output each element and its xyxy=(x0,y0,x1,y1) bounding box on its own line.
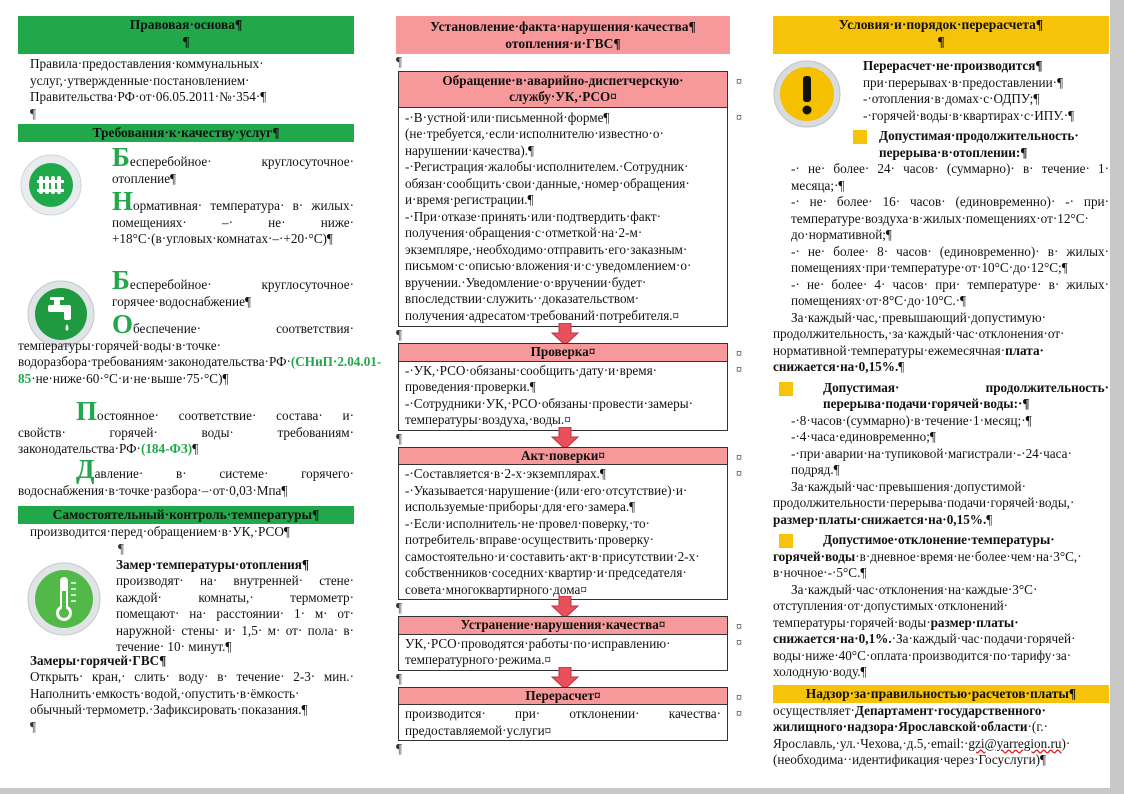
list-item: -· не· более· 4· часов· при· температуре· в· жилых· помещениях·от·8°С·до·10°С.·¶ xyxy=(791,276,1109,308)
paragraph-mark: ¶ xyxy=(396,327,402,342)
requirement-heating-block xyxy=(18,142,354,269)
paragraph-mark: ¶ xyxy=(937,34,945,49)
radiator-icon xyxy=(20,154,82,216)
thermometer-icon xyxy=(26,561,102,637)
cell-mark: ¤ xyxy=(736,619,742,633)
legal-basis-header xyxy=(18,16,354,54)
step-appeal-body xyxy=(398,108,728,328)
arrow-down-icon xyxy=(551,427,579,449)
list-item: -·горячей·воды·в·квартирах·с·ИПУ.·¶ xyxy=(863,107,1075,123)
cell-mark: ¤ xyxy=(736,689,742,704)
cell-mark: ¤ xyxy=(736,362,742,376)
recalc-conditions-header xyxy=(773,16,1109,54)
step-fix-body: УК,·РСО·проводятся·работы·по·исправлению· температурного·режима.¤ xyxy=(398,635,728,671)
bullet-square xyxy=(779,534,793,548)
arrow-row xyxy=(396,600,736,616)
requirement-pressure: Давление· в· системе· горячего· водоснабжения·в·точке·разбора·–·от·0,03·Мпа¶ xyxy=(18,454,354,498)
step-check-title: Проверка¤ xyxy=(398,343,728,362)
paragraph-mark: ¶ xyxy=(30,718,36,734)
cell-mark: ¤ xyxy=(736,449,742,464)
email-link[interactable]: gzi@yarregion.ru xyxy=(968,735,1062,751)
step-check-body xyxy=(398,362,728,431)
legal-basis-text: Правила·предоставления·коммунальных· услуг,·утвержденные·постановлением· Правительства·РФ·от·06.05.2011·№·354·¶ xyxy=(30,56,267,104)
bullet-square xyxy=(853,130,867,144)
deviation-fine-text: За·каждый·час·отклонения·на·каждые·3°С· отступления·от·допустимых·отклонений· температуры·горячей·воды·размер·платы· снижается·на·0,1%.·За·каждый·час·подачи·горячей· воды·ниже·40°С·оплата·производится·по·тарифу·за· холодную·воду.¶ xyxy=(773,581,1076,679)
arrow-down-icon xyxy=(551,667,579,689)
cell-mark: ¤ xyxy=(736,109,742,124)
list-item: -·При·отказе·принять·или·подтвердить·факт· получения·обращения·с·отметкой·на·2-м· экземпляре,·необходимо·отправить·его·заказным· письмом·с·описью·вложения·и·с·уведомлением·о· вручении.·Уведомление·о·вручении·будет· впоследствии·служить··доказательством· получения·адресатом·требований·потребителя.¤ xyxy=(405,208,692,323)
list-item: при·перерывах·в·предоставлении·¶ xyxy=(863,74,1064,90)
legal-basis-title: Правовая·основа¶ xyxy=(129,17,243,32)
self-control-intro: производится·перед·обращением·в·УК,·РСО¶ xyxy=(30,524,290,539)
list-item: -·4·часа·единовременно;¶ xyxy=(791,429,936,444)
step-check xyxy=(398,343,742,431)
list-item: -·Если·исполнитель·не·провел·поверку,·то· потребитель·вправе·осуществить·проверку· самостоятельно·и·составить·акт·в·присутствии·2-х· собственников·соседних·квартир·и·председателя· совета·многоквартирного·дома¤ xyxy=(405,515,700,597)
arrow-down-icon xyxy=(551,596,579,618)
cell-mark: ¤ xyxy=(736,73,742,88)
requirement-hotwater-block xyxy=(18,265,382,404)
paragraph-mark: ¶ xyxy=(396,430,402,446)
no-recalc-block xyxy=(773,58,1109,128)
paragraph-mark: ¶ xyxy=(30,106,36,121)
step-act-title: Акт·поверки¤ xyxy=(398,447,728,466)
violation-header: Установление·факта·нарушения·качества¶ отопления·и·ГВС¶ xyxy=(396,16,730,54)
list-item: -·Составляется·в·2-х·экземплярах.¶ xyxy=(405,466,606,481)
deviation-text: Допустимое·отклонение·температуры· горячей·воды·в·дневное·время·не·более·чем·на·3°С,· в·ночное·-·5°С.¶ xyxy=(773,532,1082,580)
cell-mark: ¤ xyxy=(736,346,742,360)
step-fix xyxy=(398,616,742,671)
gvs-break-list xyxy=(773,413,1109,479)
step-appeal-title: Обращение·в·аварийно-диспетчерскую· службу·УК,·РСО¤ xyxy=(398,71,728,108)
paragraph-mark: ¶ xyxy=(396,600,402,615)
list-item: -·УК,·РСО·обязаны·сообщить·дату·и·время· проведения·проверки.¶ xyxy=(405,362,658,394)
heat-fine-text: За·каждый·час,·превышающий·допустимую· продолжительность,·за·каждый·час·отклонения·от· нормативной·температуры·ежемесячная·плата· снижается·на·0,15%.¶ xyxy=(773,309,1065,374)
requirement-temperature: Нормативная· температура· в· жилых· помещениях· –· не· ниже· +18°С·(в·угловых·комнатах·–·+20·°С)¶ xyxy=(112,186,354,246)
list-item: -· не· более· 8· часов· (единовременно)· в· жилых· помещениях·при·температуре·от·10°С·до·12°С;¶ xyxy=(791,243,1109,275)
list-item: -·при·аварии·на·тупиковой·магистрали·-·24·часа· подряд.¶ xyxy=(791,445,1072,477)
gvs-fine-text: За·каждый·час·превышения·допустимой· продолжительности·перерыва·подачи·горячей·воды,· размер·платы·снижается·на·0,15%.¶ xyxy=(773,478,1075,527)
recalc-conditions-title: Условия·и·порядок·перерасчета¶ xyxy=(838,17,1044,32)
no-recalc-text xyxy=(863,58,1109,124)
column-middle xyxy=(396,16,742,758)
cell-mark: ¤ xyxy=(736,465,742,480)
bullet-square xyxy=(779,382,793,396)
heat-break-title xyxy=(773,128,1109,161)
supervision-header: Надзор·за·правильностью·расчетов·платы¶ xyxy=(773,685,1109,703)
arrow-row xyxy=(396,431,736,447)
gvs-break-title xyxy=(773,380,1109,413)
gvs-measure-text: Открыть· кран,· слить· воду· в· течение· 2-3· мин.· Наполнить·емкость·водой,·опустить·в·ёмкость· обычный·термометр.·Зафиксировать·показания.¶ xyxy=(30,669,354,717)
arrow-row xyxy=(396,327,736,343)
requirement-hotwater: Бесперебойное· круглосуточное· горячее·водоснабжение¶ xyxy=(112,265,354,309)
step-act-body xyxy=(398,465,728,600)
cell-mark: ¤ xyxy=(736,635,742,649)
step-recalc xyxy=(398,687,742,742)
supervision-text: осуществляет·Департамент·государственного· жилищного·надзора·Ярославской·области·(г.· Ярославль,·ул.·Чехова,·д.5,·email:·gzi@yarregion.ru)· (необходима··идентификация·через·Госуслуги)¶ xyxy=(773,702,1071,767)
list-item: -· не· более· 16· часов· (единовременно)· -· при· температуре·воздуха·в·жилых·помещениях·от·12°С· до·нормативной;¶ xyxy=(791,194,1109,242)
heating-measure-desc: производят· на· внутренней· стене· каждой· комнаты,· термометр· помещают· на· расстоянии· 1· м· от· наружной· стены· и· 1,5· м· от· пола· в· течение· 10· минут.¶ xyxy=(116,573,354,654)
gvs-measure-title: Замеры·горячей·ГВС¶ xyxy=(30,652,167,668)
list-item: -·Сотрудники·УК,·РСО·обязаны·провести·замеры· температуры·воздуха,·воды.¤ xyxy=(405,395,693,427)
list-item: -·В·устной·или·письменной·форме¶ (не·требуется,·если·исполнителю·известно·о· нарушении·качества).¶ xyxy=(405,109,664,158)
column-left xyxy=(18,16,382,735)
arrow-down-icon xyxy=(551,323,579,345)
requirement-composition: Постоянное· соответствие· состава· и· свойств· горячей· воды· требованиям· законодательства·РФ·(184-ФЗ)¶ xyxy=(18,396,354,456)
requirement-hotwater-temp: Обеспечение· соответствия· температуры·горячей·воды·в·точке· водоразбора·требованиям·законодательства·РФ·(СНиП·2.04.01-85·не·ниже·60·°С·и·не·выше·75·°С)¶ xyxy=(18,309,382,386)
legal-basis-mark: ¶ xyxy=(182,34,190,49)
heat-break-list xyxy=(773,161,1109,310)
requirement-heating: Бесперебойное· круглосуточное· отопление¶ xyxy=(112,142,354,186)
heating-measure-block xyxy=(18,556,354,654)
paragraph-mark: ¶ xyxy=(396,54,402,69)
step-fix-title: Устранение·нарушения·качества¤ xyxy=(398,616,728,635)
paragraph-mark: ¶ xyxy=(396,741,402,756)
step-recalc-body: производится· при· отклонении· качества· предоставляемой·услуги¤ xyxy=(398,705,728,741)
deviation-block xyxy=(773,532,1109,582)
gvs-break-title-text: Допустимая· продолжительность· перерыва·подачи·горячей·воды:·¶ xyxy=(823,379,1109,411)
heating-measure-title: Замер·температуры·отопления¶ xyxy=(116,556,310,572)
paragraph-mark: ¶ xyxy=(118,540,124,556)
self-control-header: Самостоятельный·контроль·температуры¶ xyxy=(18,506,354,524)
arrow-row xyxy=(396,671,736,687)
paragraph-mark: ¶ xyxy=(396,670,402,686)
quality-requirements-header: Требования·к·качеству·услуг¶ xyxy=(18,124,354,142)
list-item: -·8·часов·(суммарно)·в·течение·1·месяц;·¶ xyxy=(791,412,1032,428)
step-recalc-title: Перерасчет¤ xyxy=(398,687,728,706)
list-item: -·Указывается·нарушение·(или·его·отсутствие)·и· используемые·приборы·для·его·замера.¶ xyxy=(405,482,688,514)
no-recalc-title: Перерасчет·не·производится¶ xyxy=(863,58,1043,73)
cell-mark: ¤ xyxy=(736,705,742,720)
list-item: -·Регистрация·жалобы·исполнителем.·Сотрудник· обязан·сообщить·свои·данные,·номер·обращения· и·время·регистрации.¶ xyxy=(405,159,690,207)
heating-measure-text xyxy=(116,557,354,656)
column-right xyxy=(773,16,1109,769)
step-appeal xyxy=(398,71,742,328)
list-item: -· не· более· 24· часов· (суммарно)· в· течение· 1· месяца;·¶ xyxy=(791,161,1109,193)
heat-break-title-text: Допустимая·продолжительность· перерыва·в·отоплении:¶ xyxy=(879,128,1079,160)
list-item: -·отопления·в·домах·с·ОДПУ;¶ xyxy=(863,91,1040,106)
warning-icon xyxy=(773,60,841,128)
step-act xyxy=(398,447,742,601)
